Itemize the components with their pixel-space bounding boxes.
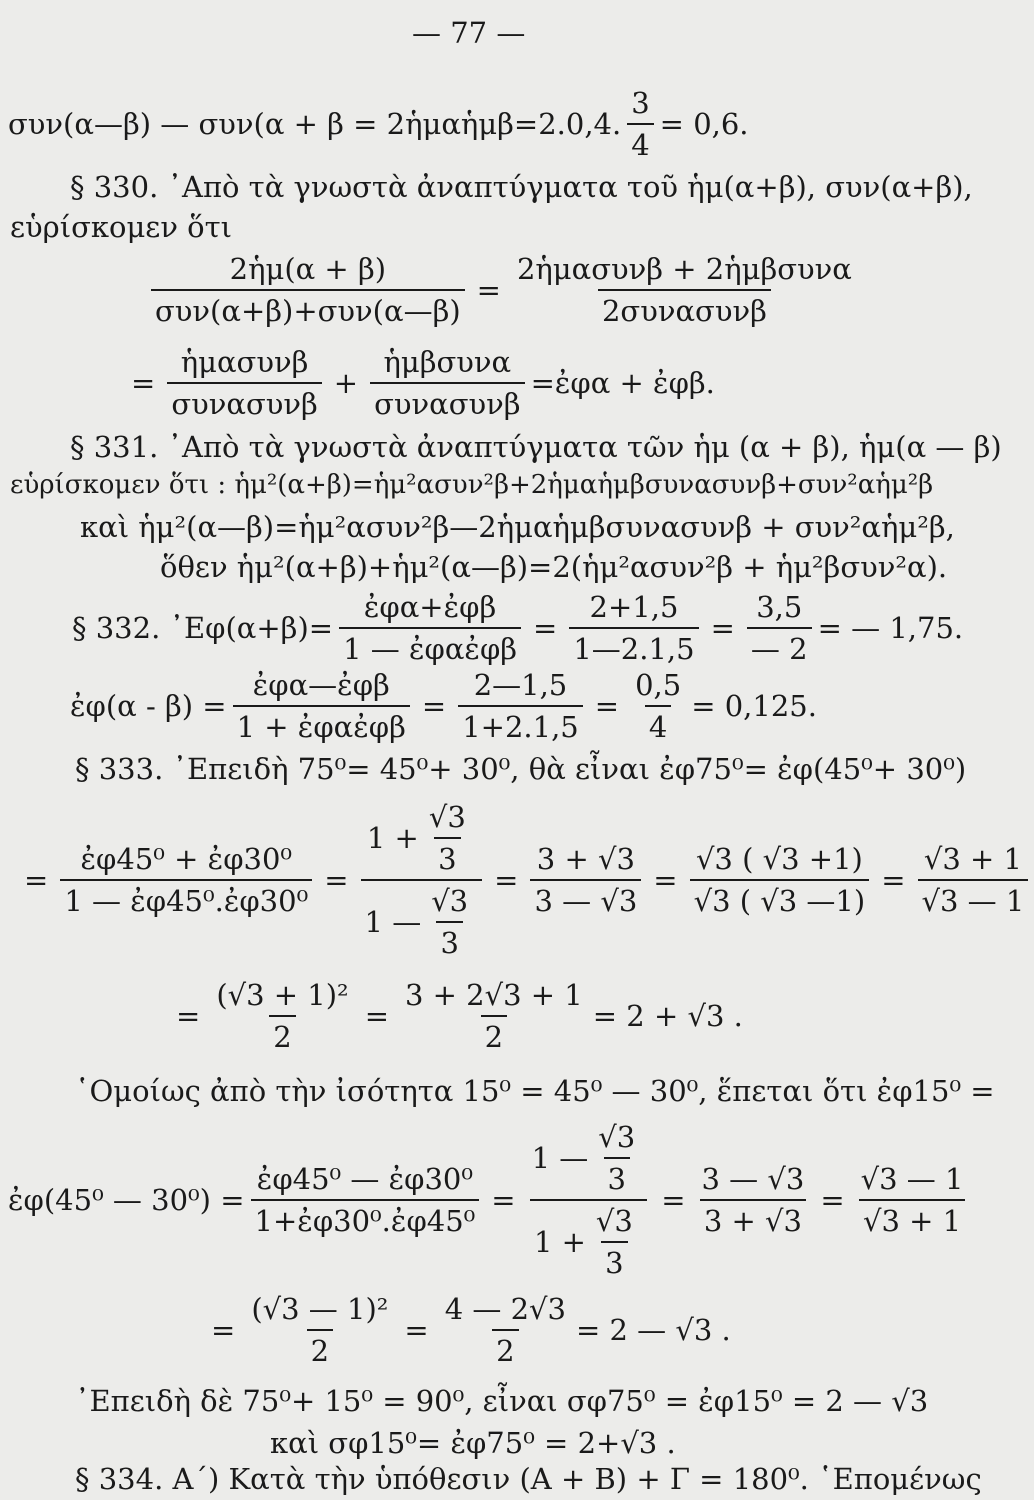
fraction — [339, 590, 521, 666]
section-330-line2: εὑρίσκομεν ὅτι — [10, 210, 233, 244]
fraction-numerator: 3 — [631, 86, 650, 120]
section-331-line3: καὶ ἡμ²(α—β)=ἡμ²ασυν²β—2ἡμαἡμβσυνασυνβ + συν²αἡμ²β, — [80, 510, 955, 544]
fraction-numerator: (√3 — 1)² — [251, 1292, 389, 1326]
fraction-numerator: ἡμασυνβ — [180, 345, 309, 379]
fraction — [592, 1204, 637, 1280]
section-333-eq2 — [170, 978, 743, 1054]
fraction-denominator: συνασυνβ — [370, 382, 524, 421]
fraction-numerator: ἐφα—ἐφβ — [252, 668, 390, 702]
fraction — [370, 345, 524, 421]
fraction — [251, 1162, 480, 1238]
fraction-denominator: 2συνασυνβ — [598, 289, 771, 328]
section-333-line3: ᾿Επειδὴ δὲ 75⁰+ 15⁰ = 90⁰, εἶναι σφ75⁰ = ἐφ15⁰ = 2 — √3 — [75, 1384, 929, 1418]
fraction-numerator: 3 — √3 — [701, 1162, 805, 1196]
fraction-numerator: ἡμβσυνα — [383, 345, 512, 379]
section-330-eq1 — [145, 252, 862, 328]
section-333-eq1 — [18, 800, 1034, 960]
fraction-numerator: 2ἡμ(α + β) — [229, 252, 387, 286]
fraction-denominator: 4 — [645, 705, 671, 744]
fraction-numerator: 3,5 — [756, 590, 803, 624]
section-333-line4: καὶ σφ15⁰= ἐφ75⁰ = 2+√3 . — [270, 1426, 676, 1460]
section-333-eq4 — [205, 1292, 731, 1368]
fraction-numerator: 3 + √3 — [536, 842, 635, 876]
fraction-denominator: 3 — [601, 1241, 627, 1280]
fraction — [212, 978, 352, 1054]
equals-sign: = — [661, 1183, 686, 1217]
top-rhs: = 0,6. — [659, 107, 749, 141]
lhs: § 332. ᾿Εφ(α+β)= — [72, 611, 334, 645]
equals-sign: = — [710, 611, 735, 645]
term: 1 — — [531, 1141, 589, 1175]
fraction-numerator: (√3 + 1)² — [216, 978, 349, 1012]
fraction-numerator: 0,5 — [635, 668, 682, 702]
fraction-numerator: √3 ( √3 +1) — [695, 842, 863, 876]
compound-fraction — [528, 1120, 650, 1280]
top-lhs: συν(α—β) — συν(α + β = 2ἡμαἡμβ=2.0,4. — [8, 107, 622, 141]
fraction-denominator: 1 — ἐφαἐφβ — [339, 627, 521, 666]
section-333-line1: § 333. ᾿Επειδὴ 75⁰= 45⁰+ 30⁰, θὰ εἶναι ἐφ75⁰= ἐφ(45⁰+ 30⁰) — [75, 752, 967, 786]
equals-sign: = — [881, 863, 906, 897]
fraction — [594, 1120, 639, 1196]
equals-sign: = — [653, 863, 678, 897]
fraction — [569, 590, 698, 666]
equals-sign: = — [594, 689, 620, 723]
section-334-line1: § 334. Α΄) Κατὰ τὴν ὑπόθεσιν (Α + Β) + Γ = 180⁰. ῾Επομένως — [75, 1462, 982, 1496]
fraction-denominator: 3 — [604, 1157, 630, 1196]
fraction-denominator: √3 — 1 — [918, 879, 1029, 918]
fraction — [60, 842, 312, 918]
fraction-denominator: συν(α+β)+συν(α—β) — [151, 289, 465, 328]
top-fraction — [627, 86, 653, 162]
equals-sign: = — [533, 611, 558, 645]
fraction-numerator — [363, 800, 480, 879]
fraction — [698, 1162, 809, 1238]
fraction-denominator: 3 + √3 — [700, 1199, 806, 1238]
fraction-numerator: 2—1,5 — [473, 668, 568, 702]
fraction — [247, 1292, 392, 1368]
equals-sign: = — [324, 863, 349, 897]
result: = 2 + √3 . — [592, 999, 743, 1033]
section-332-eq2 — [70, 668, 817, 744]
fraction-denominator: — 2 — [747, 627, 812, 666]
fraction-numerator: √3 — [598, 1120, 636, 1154]
fraction — [631, 668, 685, 744]
fraction — [747, 590, 812, 666]
fraction-denominator: 1—2.1,5 — [569, 627, 698, 666]
term: 1 + — [366, 821, 419, 855]
equals-sign: = — [24, 863, 49, 897]
fraction — [513, 252, 856, 328]
fraction — [530, 842, 641, 918]
fraction — [425, 800, 470, 876]
equals-sign: = — [421, 689, 447, 723]
fraction-numerator: 3 + 2√3 + 1 — [405, 978, 583, 1012]
lhs: ἐφ(α - β) = — [70, 689, 227, 723]
fraction-numerator: ἐφ45⁰ + ἐφ30⁰ — [80, 842, 293, 876]
term: 1 + — [533, 1225, 586, 1259]
fraction-denominator: 2 — [481, 1015, 507, 1054]
fraction-numerator: √3 — 1 — [860, 1162, 964, 1196]
result: = — 1,75. — [817, 611, 964, 645]
result: = 0,125. — [691, 689, 817, 723]
plus-sign: + — [333, 366, 359, 400]
fraction — [857, 1162, 968, 1238]
fraction-numerator — [528, 1120, 650, 1199]
fraction-numerator: √3 — [431, 884, 469, 918]
fraction-numerator: 2+1,5 — [589, 590, 679, 624]
fraction — [918, 842, 1029, 918]
fraction — [401, 978, 587, 1054]
fraction-numerator: 4 — 2√3 — [444, 1292, 566, 1326]
fraction-denominator: 2 — [269, 1015, 295, 1054]
section-331-line2: εὑρίσκομεν ὅτι : ἡμ²(α+β)=ἡμ²ασυν²β+2ἡμαἡμβσυνασυνβ+συν²αἡμ²β — [10, 470, 934, 500]
result: =ἐφα + ἐφβ. — [530, 366, 715, 400]
equals-sign: = — [404, 1313, 429, 1347]
compound-fraction — [361, 800, 483, 960]
fraction — [233, 668, 410, 744]
equals-sign: = — [476, 273, 501, 307]
fraction-denominator: √3 + 1 — [859, 1199, 965, 1238]
equals-sign: = — [211, 1313, 236, 1347]
fraction-denominator: 3 — √3 — [530, 879, 641, 918]
fraction-denominator: 1 — ἐφ45⁰.ἐφ30⁰ — [60, 879, 312, 918]
fraction-numerator: √3 — [428, 800, 466, 834]
lhs: ἐφ(45⁰ — 30⁰) = — [8, 1183, 245, 1217]
equals-sign: = — [176, 999, 201, 1033]
equals-sign: = — [494, 863, 519, 897]
fraction — [458, 668, 583, 744]
fraction-denominator — [361, 879, 483, 960]
section-330-eq2 — [125, 345, 715, 421]
fraction — [151, 252, 465, 328]
section-331-line4: ὅθεν ἡμ²(α+β)+ἡμ²(α—β)=2(ἡμ²ασυν²β + ἡμ²βσυν²α). — [160, 550, 948, 584]
equals-sign: = — [491, 1183, 516, 1217]
equals-sign: = — [364, 999, 389, 1033]
fraction-numerator: √3 + 1 — [923, 842, 1022, 876]
fraction — [441, 1292, 570, 1368]
section-331-line1: § 331. ᾿Απὸ τὰ γνωστὰ ἀναπτύγματα τῶν ἡμ (α + β), ἡμ(α — β) — [70, 430, 1002, 464]
fraction-numerator: √3 — [595, 1204, 633, 1238]
result: = 2 — √3 . — [575, 1313, 731, 1347]
section-333-eq3 — [8, 1120, 973, 1280]
fraction-denominator: 2 — [307, 1329, 333, 1368]
fraction — [427, 884, 472, 960]
fraction-denominator: √3 ( √3 —1) — [690, 879, 870, 918]
section-330-line1: § 330. ᾿Απὸ τὰ γνωστὰ ἀναπτύγματα τοῦ ἡμ(α+β), συν(α+β), — [70, 170, 973, 204]
fraction-denominator: 3 — [434, 837, 460, 876]
fraction-denominator: 2 — [492, 1329, 518, 1368]
fraction-denominator: 1+ἐφ30⁰.ἐφ45⁰ — [251, 1199, 480, 1238]
top-equation — [8, 86, 749, 162]
equals-sign: = — [131, 366, 156, 400]
fraction-numerator: ἐφα+ἐφβ — [363, 590, 497, 624]
fraction-denominator: συνασυνβ — [167, 382, 321, 421]
fraction-denominator: 1 + ἐφαἐφβ — [233, 705, 410, 744]
fraction-denominator: 1+2.1,5 — [458, 705, 583, 744]
fraction-denominator: 4 — [627, 123, 653, 162]
section-333-line2: ῾Ομοίως ἀπὸ τὴν ἰσότητα 15⁰ = 45⁰ — 30⁰, ἕπεται ὅτι ἐφ15⁰ = — [75, 1074, 995, 1108]
fraction — [167, 345, 321, 421]
fraction-numerator: ἐφ45⁰ — ἐφ30⁰ — [256, 1162, 474, 1196]
section-332-eq1 — [72, 590, 963, 666]
term: 1 — — [364, 905, 422, 939]
page-number: — 77 — — [412, 16, 526, 50]
equals-sign: = — [820, 1183, 845, 1217]
fraction-denominator — [530, 1199, 647, 1280]
fraction-denominator: 3 — [436, 921, 462, 960]
fraction — [690, 842, 870, 918]
fraction-numerator: 2ἡμασυνβ + 2ἡμβσυνα — [516, 252, 852, 286]
